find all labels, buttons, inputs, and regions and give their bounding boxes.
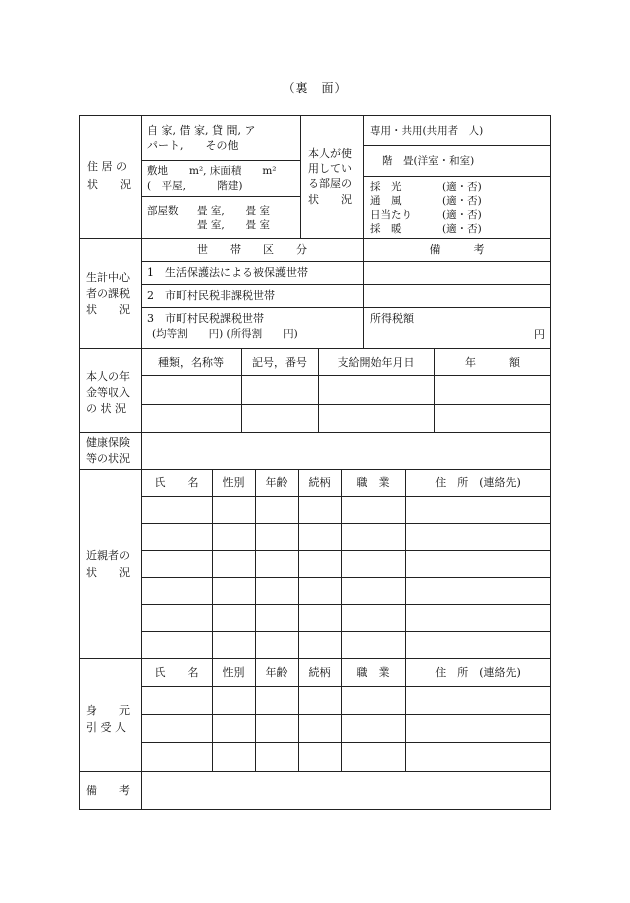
relatives-label-2: 状 況	[86, 566, 130, 579]
relatives-header-occupation: 職 業	[356, 476, 390, 489]
relatives-row-line-1	[141, 496, 551, 497]
housing-type-line-1: 自 家, 借 家, 貸 間, ア	[147, 124, 256, 137]
guarantor-header-occupation: 職 業	[356, 666, 390, 679]
section-divider-pension	[79, 432, 551, 433]
relatives-row-line-4	[141, 577, 551, 578]
health-label-1: 健康保険	[86, 436, 130, 449]
housing-rooms-line-2: 畳 室, 畳 室	[197, 219, 271, 231]
housing-area-line-2: ( 平屋, 階建)	[147, 180, 243, 192]
pension-header-type: 種類，名称等	[158, 356, 224, 369]
room-cond-name-2: 日当たり	[370, 209, 412, 221]
room-use-text: 専用・共用(共用者 人)	[370, 125, 484, 137]
section-divider-health	[79, 469, 551, 470]
tax-label-2: 者の課税	[86, 287, 130, 300]
pension-label-1: 本人の年	[86, 370, 130, 383]
guarantor-row-line-3	[141, 742, 551, 743]
guarantor-row-line-1	[141, 686, 551, 687]
guarantor-header-sex: 性別	[222, 666, 245, 679]
housing-type-line-2: パート, その他	[147, 139, 239, 152]
relatives-col-line-2	[255, 469, 256, 658]
housing-row-line-a	[141, 160, 300, 161]
tax-item-1: 1 生活保護法による被保護世帯	[147, 266, 308, 279]
relatives-row-line-2	[141, 523, 551, 524]
room-tatami-text: 階 畳(洋室・和室)	[382, 155, 475, 167]
tax-col-notes: 備 考	[429, 243, 485, 256]
tax-row-line-1	[141, 261, 551, 262]
housing-row-line-d	[363, 176, 551, 177]
tax-col-household: 世 帯 区 分	[197, 243, 307, 256]
pension-label-2: 金等収入	[86, 386, 130, 399]
relatives-row-line-6	[141, 631, 551, 632]
section-divider-tax	[79, 348, 551, 349]
relatives-row-line-5	[141, 604, 551, 605]
section-divider-relatives	[79, 658, 551, 659]
pension-row-line-1	[141, 375, 551, 376]
tax-item-3a: 3 市町村民税課税世帯	[147, 312, 264, 325]
relatives-col-line-1	[212, 469, 213, 658]
guarantor-label-2: 引 受 人	[86, 721, 126, 734]
room-label-4: 状 況	[308, 193, 352, 206]
section-divider-housing	[79, 238, 551, 239]
guarantor-label-1: 身 元	[86, 704, 130, 717]
relatives-header-relation: 続柄	[308, 476, 331, 489]
pension-header-amount: 年 額	[465, 356, 520, 369]
room-label-3: る部屋の	[308, 177, 352, 190]
relatives-header-sex: 性別	[222, 476, 245, 489]
relatives-label-1: 近親者の	[86, 549, 130, 562]
relatives-row-line-3	[141, 550, 551, 551]
pension-header-start: 支給開始年月日	[337, 356, 415, 369]
guarantor-header-relation: 続柄	[308, 666, 331, 679]
relatives-header-address: 住 所 (連絡先)	[435, 476, 521, 489]
pension-row-line-2	[141, 404, 551, 405]
room-label-2: 用してい	[308, 162, 352, 175]
room-cond-val-1: (適・否)	[442, 195, 482, 207]
page-title: （裏 面）	[282, 81, 348, 95]
tax-item-3b: (均等割 円) (所得割 円)	[152, 328, 298, 340]
housing-area-line-1: 敷地 m², 床面積 m²	[147, 165, 277, 177]
tax-row-line-2	[141, 284, 551, 285]
pension-header-code: 記号，番号	[252, 356, 307, 369]
pension-label-3: の 状 況	[86, 402, 126, 415]
income-tax-yen: 円	[534, 328, 545, 341]
guarantor-row-line-2	[141, 714, 551, 715]
tax-label-1: 生計中心	[86, 271, 130, 284]
relatives-col-line-3	[298, 469, 299, 658]
room-cond-name-0: 採 光	[370, 181, 402, 193]
guarantor-header-name: 氏 名	[154, 666, 199, 679]
relatives-header-age: 年齢	[265, 476, 288, 489]
room-cond-val-0: (適・否)	[442, 181, 482, 193]
guarantor-header-age: 年齢	[265, 666, 288, 679]
income-tax-label: 所得税額	[370, 312, 414, 325]
room-cond-name-3: 採 暖	[370, 223, 402, 235]
housing-row-line-b	[141, 196, 300, 197]
housing-inner-divider-1	[300, 115, 301, 238]
remarks-label: 備 考	[86, 784, 130, 797]
room-label-1: 本人が使	[308, 147, 352, 160]
health-label-2: 等の状況	[86, 452, 130, 465]
relatives-header-name: 氏 名	[154, 476, 199, 489]
tax-row-line-3	[141, 307, 551, 308]
housing-label-2: 状 況	[87, 178, 131, 191]
room-cond-val-3: (適・否)	[442, 223, 482, 235]
tax-label-3: 状 況	[86, 303, 130, 316]
section-divider-guarantor	[79, 771, 551, 772]
guarantor-header-address: 住 所 (連絡先)	[435, 666, 521, 679]
room-cond-val-2: (適・否)	[442, 209, 482, 221]
relatives-col-line-5	[405, 469, 406, 658]
housing-label-1: 住 居 の	[87, 160, 127, 173]
label-column-divider	[141, 115, 142, 810]
relatives-col-line-4	[341, 469, 342, 658]
housing-rooms-line-1: 畳 室, 畳 室	[197, 205, 271, 217]
housing-rooms-label: 部屋数	[147, 205, 179, 217]
tax-item-2: 2 市町村民税非課税世帯	[147, 289, 275, 302]
housing-row-line-c	[363, 145, 551, 146]
room-cond-name-1: 通 風	[370, 195, 402, 207]
